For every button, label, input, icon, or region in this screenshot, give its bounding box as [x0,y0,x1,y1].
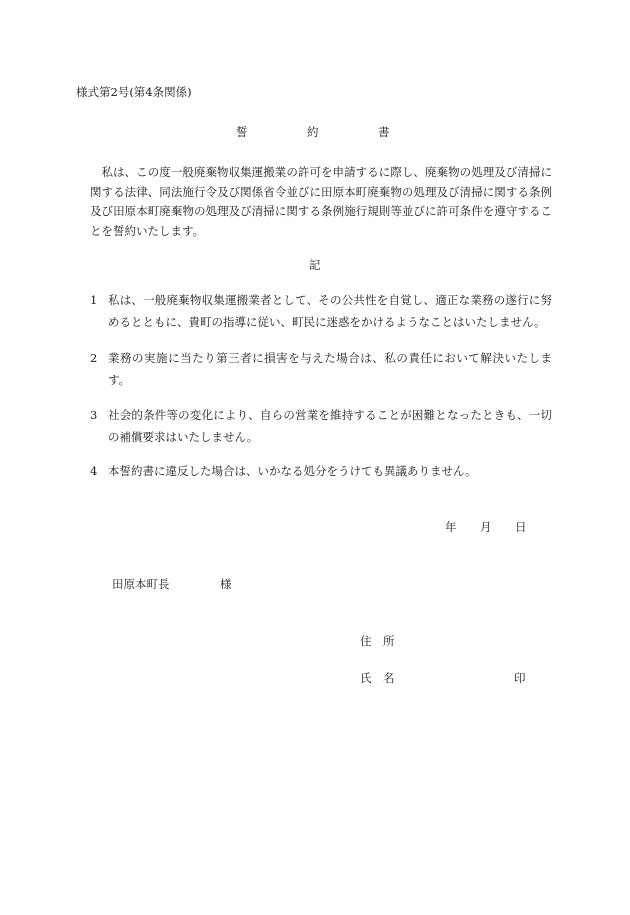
pledge-item-2 [90,347,552,391]
address-label: 住 所 [360,634,395,648]
honorific: 様 [220,577,232,591]
item-number: 1 [90,293,98,307]
form-number: 様式第2号(第4条関係) [76,85,192,99]
item-text: 社会的条件等の変化により、自らの営業を維持することが困難となったときも、一切の補償要求はいたしません。 [108,408,552,444]
pledge-paragraph: 私は、この度一般廃棄物収集運搬業の許可を申請するに際し、廃棄物の処理及び清掃に関する法律、同法施行令及び関係省令並びに田原本町廃棄物の処理及び清掃に関する条例及び田原本町廃棄物の処理及び清掃に関する条例施行規則等並びに許可条件を遵守することを誓約いたします。 [90,165,552,238]
pledge-item-3 [90,404,552,448]
item-number: 3 [90,408,98,422]
ki-heading: 記 [309,258,321,272]
pledge-item-1 [90,289,552,333]
item-text: 本誓約書に違反した場合は、いかなる処分をうけても異議ありません。 [108,464,477,478]
item-text: 業務の実施に当たり第三者に損害を与えた場合は、私の責任において解決いたします。 [108,351,552,387]
seal-mark: 印 [514,671,526,685]
item-text: 私は、一般廃棄物収集運搬業者として、その公共性を自覚し、適正な業務の遂行に努めるとともに、貴町の指導に従い、町民に迷惑をかけるようなことはいたしません。 [108,293,552,329]
addressee: 田原本町長 [112,577,170,591]
date-year: 年 [445,520,457,534]
date-month: 月 [480,520,492,534]
name-label: 氏 名 [360,671,395,685]
title-char-1: 誓 [236,125,248,139]
title-char-2: 約 [307,125,319,139]
date-day: 日 [515,520,527,534]
item-number: 4 [90,464,98,478]
item-number: 2 [90,351,98,365]
pledge-item-4 [90,460,552,482]
title-char-3: 書 [378,125,390,139]
